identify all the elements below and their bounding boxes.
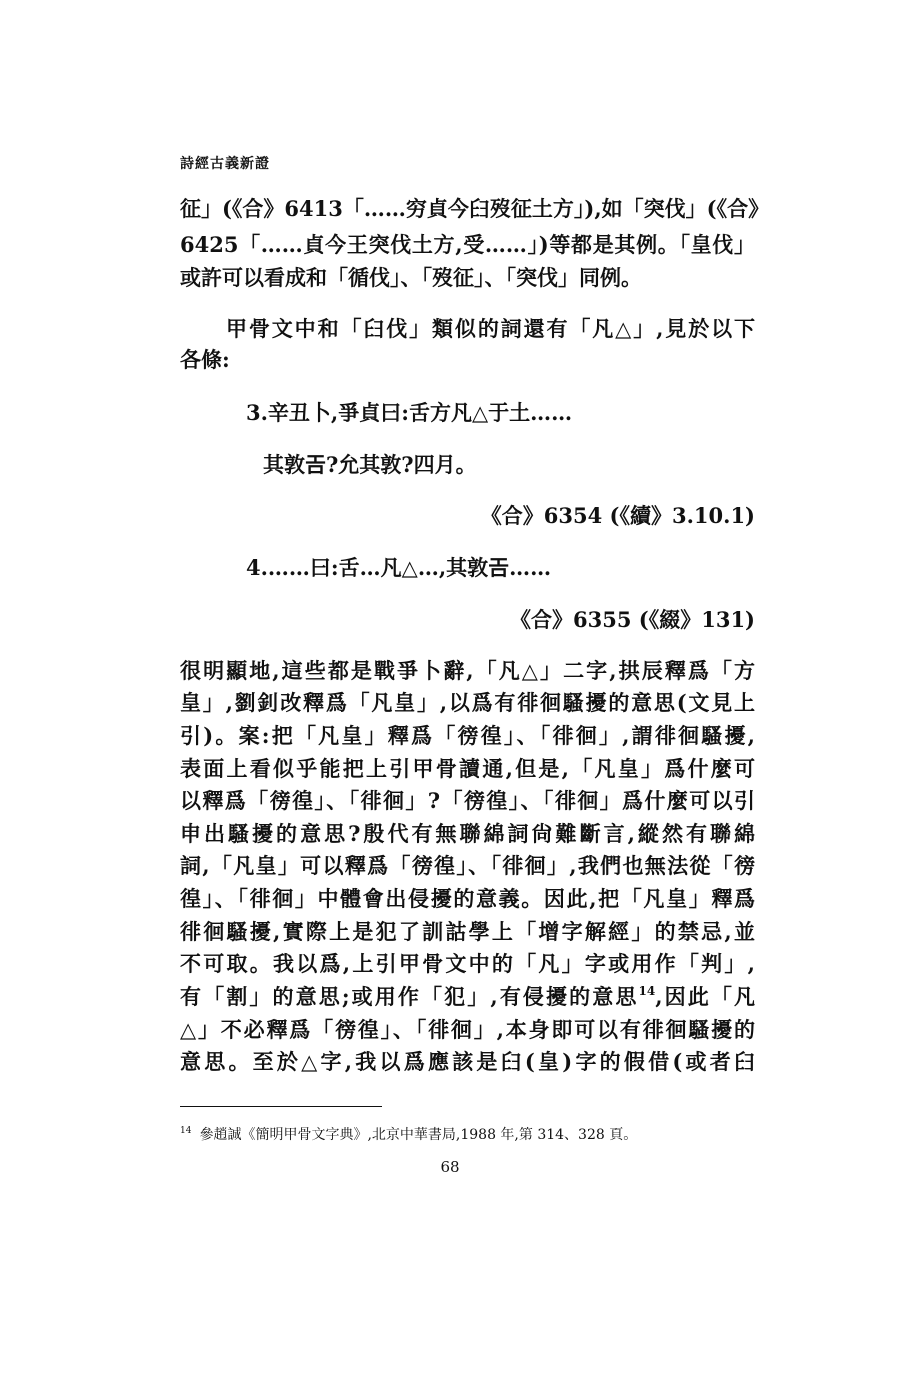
body-line: 申出騷擾的意思?殷代有無聯綿詞尙難斷言,縱然有聯綿 xyxy=(180,821,755,846)
body-line: 以釋爲「徬徨」、「徘徊」?「徬徨」、「徘徊」爲什麼可以引 xyxy=(180,788,755,813)
example-3-source: 《合》6354 (《續》3.10.1) xyxy=(480,503,755,528)
body-line: 或許可以看成和「循伐」、「歿征」、「突伐」同例。 xyxy=(180,265,642,290)
body-line: △」不必釋爲「徬徨」、「徘徊」,本身即可以有徘徊騷擾的 xyxy=(180,1017,755,1042)
footnote-marker: 14 xyxy=(180,1126,192,1136)
body-line: 徨」、「徘徊」中體會出侵擾的意義。因此,把「凡皇」釋爲 xyxy=(180,886,755,911)
footnote xyxy=(180,1124,637,1144)
example-4-source: 《合》6355 (《綴》131) xyxy=(510,607,755,632)
body-line: 甲骨文中和「𦥑伐」類似的詞還有「凡△」,見於以下 xyxy=(226,316,755,341)
footnote-reference: 14 xyxy=(638,984,656,998)
footnote-divider xyxy=(180,1106,382,1107)
oracle-example-4-line1: 4.……曰:舌…凡△…,其敦𢀛…… xyxy=(246,555,552,580)
body-line-with-footnote-ref xyxy=(180,984,755,1009)
body-line-text: ,因此「凡 xyxy=(655,984,755,1009)
body-line: 皇」,劉釗改釋爲「凡皇」,以爲有徘徊騷擾的意思(文見上 xyxy=(180,690,755,715)
body-line: 不可取。我以爲,上引甲骨文中的「凡」字或用作「判」, xyxy=(180,951,755,976)
oracle-example-3-line1: 3.辛丑卜,爭貞曰:舌方凡△于土…… xyxy=(246,400,573,425)
page-number: 68 xyxy=(440,1158,460,1176)
body-line: 征」(《合》6413「……穷貞今𦥑歿征土方」),如「突伐」(《合》 xyxy=(180,196,770,221)
body-line: 詞,「凡皇」可以釋爲「徬徨」、「徘徊」,我們也無法從「徬 xyxy=(180,853,755,878)
body-line: 6425「……貞今王突伐土方,受……」)等都是其例。「皇伐」 xyxy=(180,232,755,257)
body-line: 引)。案:把「凡皇」釋爲「徬徨」、「徘徊」,謂徘徊騷擾, xyxy=(180,723,755,748)
oracle-example-3-line2: 其敦𢀛?允其敦?四月。 xyxy=(263,452,477,477)
body-line: 很明顯地,這些都是戰爭卜辭,「凡△」二字,拱辰釋爲「方 xyxy=(180,658,755,683)
body-line: 表面上看似乎能把上引甲骨讀通,但是,「凡皇」爲什麼可 xyxy=(180,756,755,781)
body-line-text: 有「割」的意思;或用作「犯」,有侵擾的意思 xyxy=(180,984,639,1009)
running-header: 詩經古義新證 xyxy=(180,156,270,172)
body-line: 各條: xyxy=(180,347,230,372)
footnote-text: 參趙誠《簡明甲骨文字典》,北京中華書局,1988 年,第 314、328 頁。 xyxy=(199,1127,638,1143)
body-line: 意思。至於△字,我以爲應該是𦥑(皇)字的假借(或者𦥑 xyxy=(180,1049,755,1074)
body-line: 徘徊騷擾,實際上是犯了訓詁學上「增字解經」的禁忌,並 xyxy=(180,919,755,944)
